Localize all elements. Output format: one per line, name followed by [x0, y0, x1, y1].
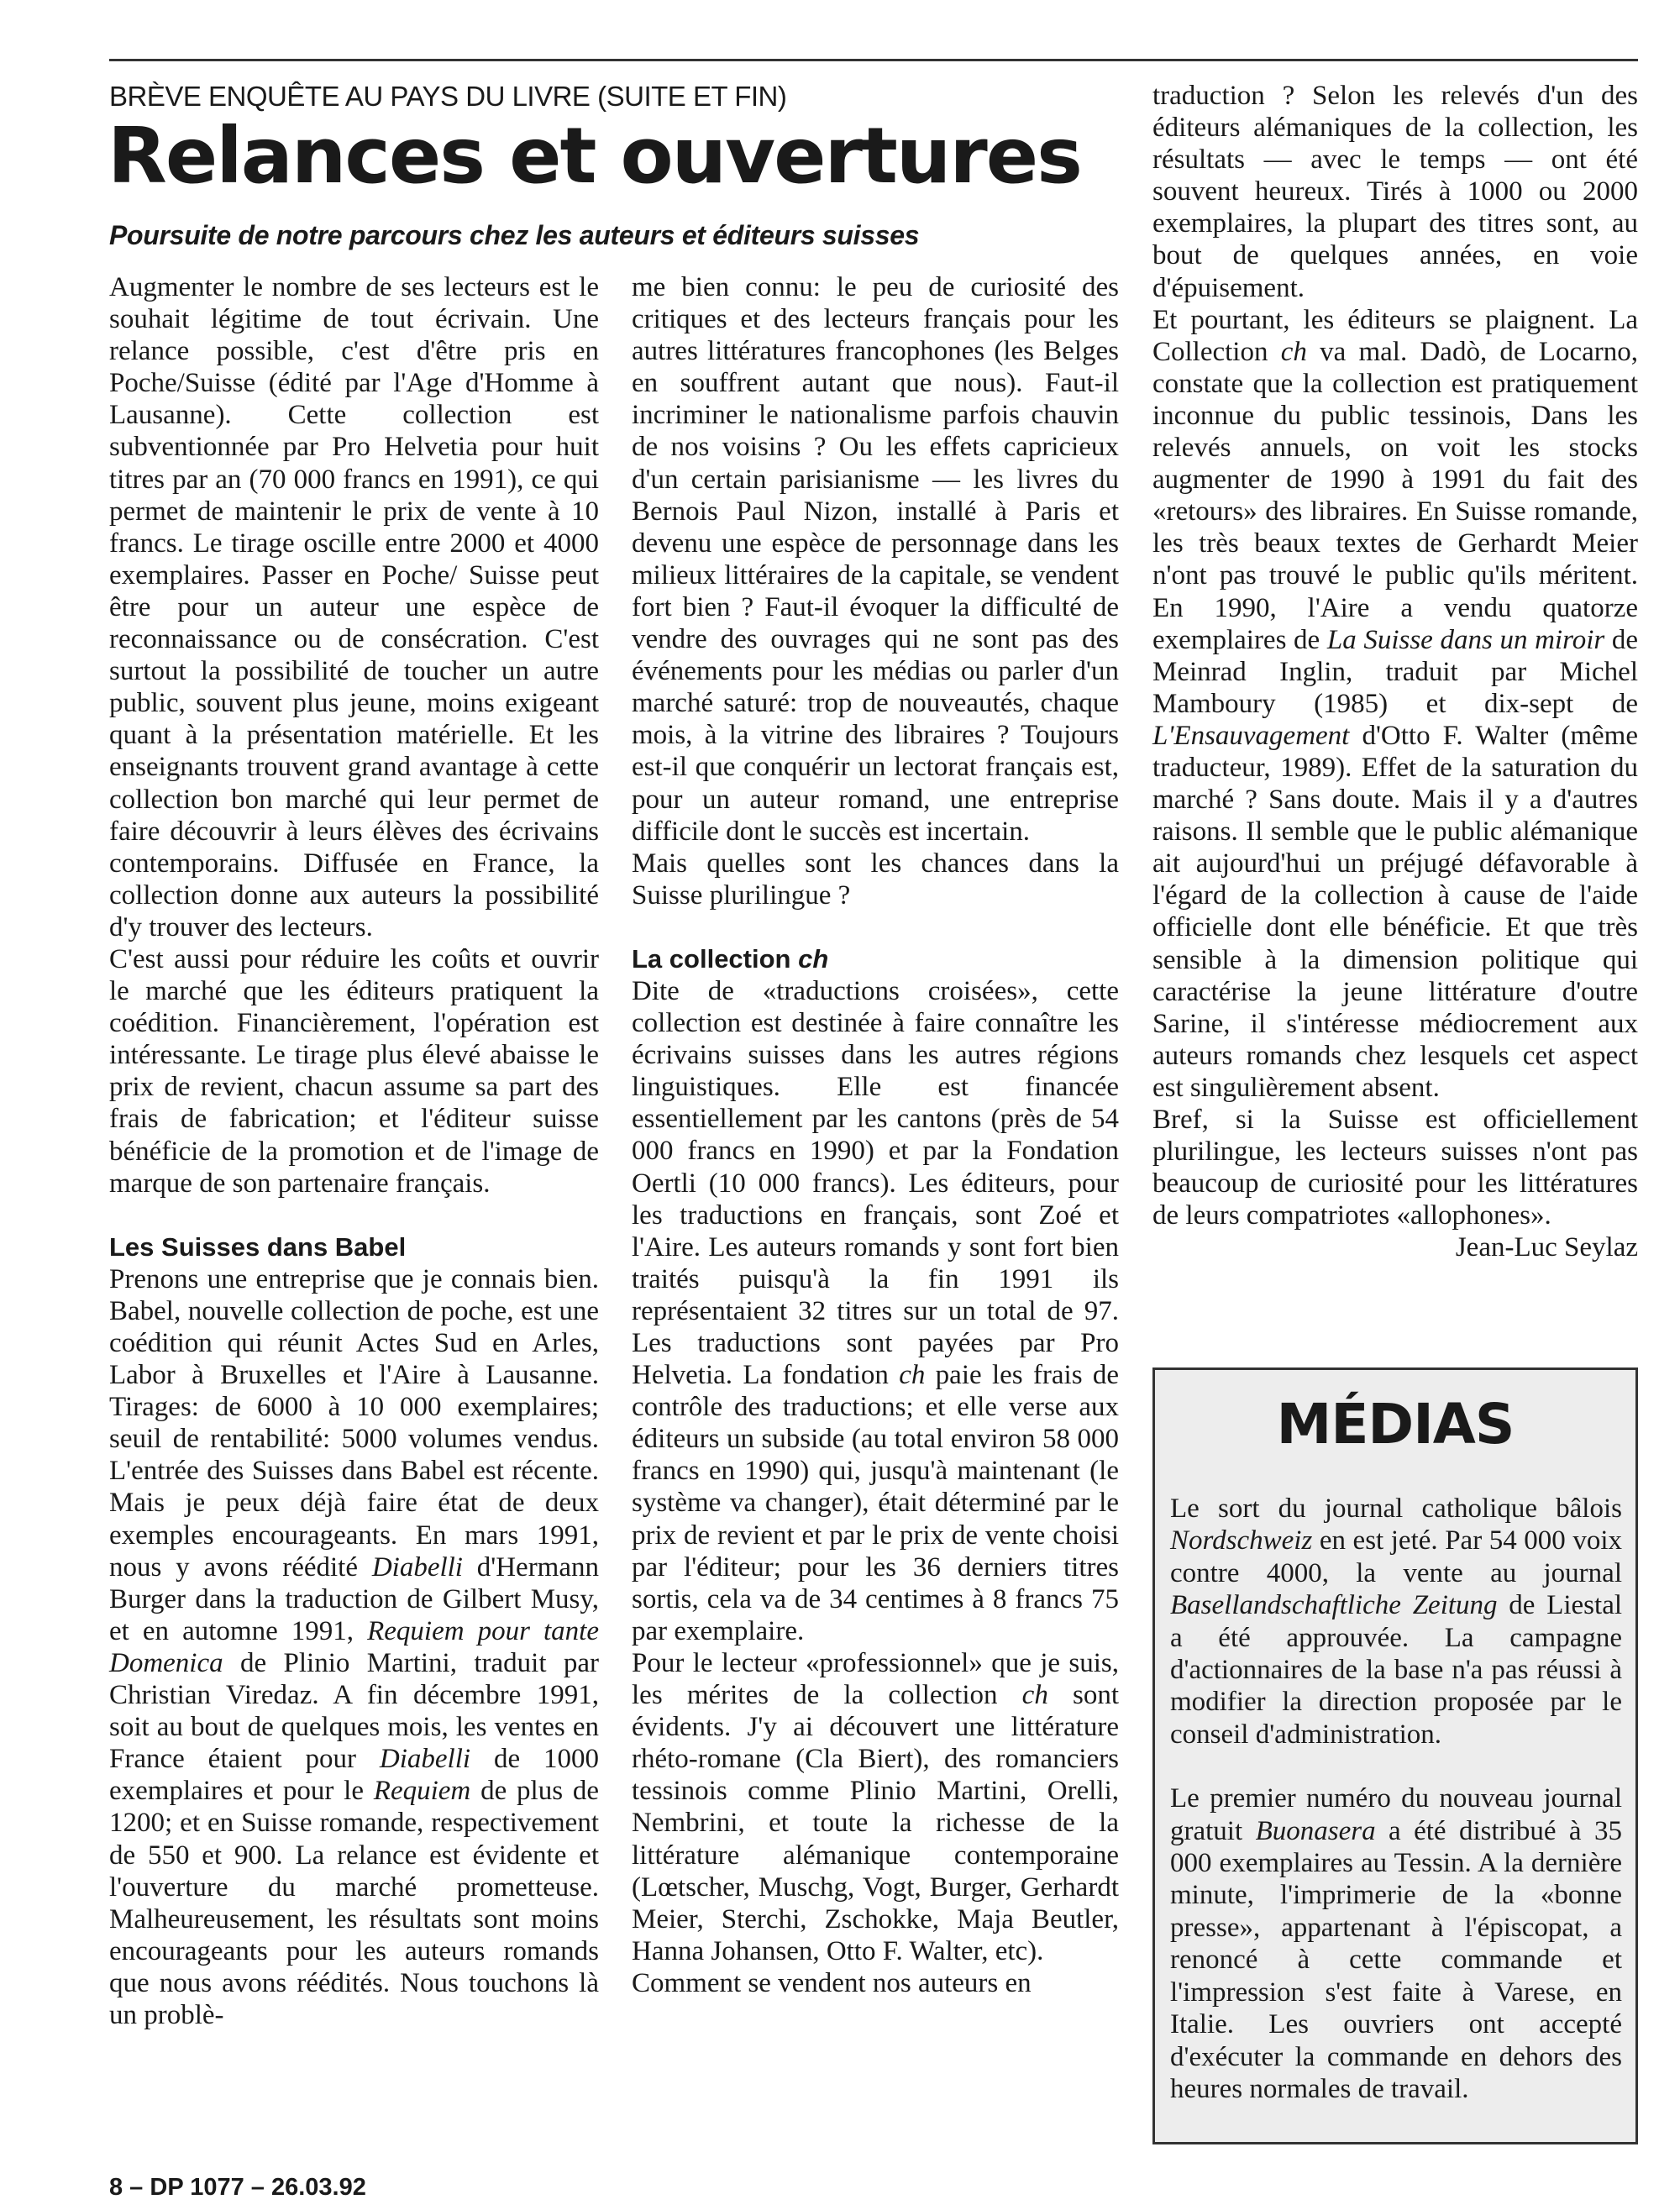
col1-paragraph-1: Augmenter le nombre de ses lecteurs est le souhait légitime de tout écrivain. Une relance possible, c'est d'être pris en Poche/Suisse (édité par l'Age d'Homme à Lausanne). Cette collection est subventionnée par Pro Helvetia pour huit titres par an (70 000 francs en 1991), ce qui permet de maintenir le prix de vente à 10 francs. Le tirage oscille entre 2000 et 4000 exemplaires. Passer en Poche/ Suisse peut être pour un auteur une espèce de reconnaissance ou de consécration. C'est surtout la possibilité de toucher un autre public, souvent plus jeune, moins exigeant quant à la présentation matérielle. Et les enseignants trouvent grand avantage à cette collection bon marché qui leur permet de faire découvrir à leurs élèves des écrivains contemporains. Diffusée en France, la collection donne aux auteurs la possibilité d'y trouver des lecteurs. [109, 272, 599, 942]
col1-paragraph-3: Prenons une entreprise que je connais bien. Babel, nouvelle collection de poche, est une coédition qui réunit Actes Sud en Arles, Labor à Bruxelles et l'Aire à Lausanne. Tirages: de 6000 à 10 000 exemplaires; seuil de rentabilité: 5000 volumes vendus. L'entrée des Suisses dans Babel est récente. Mais je peux déjà faire état de deux exemples encourageants. En mars 1991, nous y avons réédité Diabelli d'Hermann Burger dans la traduction de Gilbert Musy, et en automne 1991, Requiem pour tante Domenica de Plinio Martini, traduit par Christian Viredaz. A fin décembre 1991, soit au bout de quelques mois, les ventes en France étaient pour Diabelli de 1000 exemplaires et pour le Requiem de plus de 1200; et en Suisse romande, respectivement de 550 et 900. La relance est évidente et l'ouverture du marché prometteuse. Malheureusement, les résultats sont moins encourageants pour les auteurs romands que nous avons réédités. Nous touchons là un problè- [109, 1263, 599, 2030]
kicker: BRÈVE ENQUÊTE AU PAYS DU LIVRE (SUITE ET FIN) [109, 81, 787, 112]
col2-paragraph-1: me bien connu: le peu de curiosité des critiques et des lecteurs français pour les autres littératures francophones (les Belges en souffrent autant que nous). Faut-il incriminer le nationalisme parfois chauvin de nos voisins ? Ou les effets capricieux d'un certain parisianisme — les livres du Bernois Paul Nizon, installé à Paris et devenu une espèce de personnage dans les milieux littéraires de la capitale, se vendent fort bien ? Faut-il évoquer la difficulté de vendre des ouvrages qui ne sont pas des événements pour les médias ou parler d'un marché saturé: trop de nouveautés, chaque mois, à la vitrine des libraires ? Toujours est-il que conquérir un lectorat français est, pour un auteur romand, une entreprise difficile dont le succès est incertain. [632, 272, 1119, 847]
medias-body [1170, 1493, 1622, 2105]
author-signature: Jean-Luc Seylaz [1455, 1232, 1638, 1263]
column-3 [1152, 80, 1638, 1263]
col2-paragraph-2: Mais quelles sont les chances dans la Suisse plurilingue ? [632, 848, 1119, 911]
col2-paragraph-5: Comment se vendent nos auteurs en [632, 1967, 1032, 1998]
col2-paragraph-4: Pour le lecteur «professionnel» que je suis, les mérites de la collection ch sont évidents. J'y ai découvert une littérature rhéto-romane (Cla Biert), des romanciers tessinois comme Plinio Martini, Orelli, Nembrini, et toute la richesse de la littérature alémanique contemporaine (Lœtscher, Muschg, Vogt, Burger, Gerhardt Meier, Sterchi, Zschokke, Maja Beutler, Hanna Johansen, Otto F. Walter, etc). [632, 1647, 1119, 1966]
column-2 [632, 271, 1119, 1999]
col3-paragraph-1: traduction ? Selon les relevés d'un des éditeurs alémaniques de la collection, les résultats — avec le temps — ont été souvent heureux. Tirés à 1000 ou 2000 exemplaires, la plupart des titres sont, au bout de quelques années, en voie d'épuisement. [1152, 81, 1638, 303]
medias-title: MÉDIAS [1276, 1392, 1515, 1457]
subheadline: Poursuite de notre parcours chez les auteurs et éditeurs suisses [109, 220, 920, 250]
col2-paragraph-3: Dite de «traductions croisées», cette collection est destinée à faire connaître les écrivains suisses dans les autres régions linguistiques. Elle est financée essentiellement par les cantons (près de 54 000 francs en 1990) et par la Fondation Oertli (10 000 francs). Les éditeurs, pour les traductions en français, sont Zoé et l'Aire. Les auteurs romands y sont fort bien traités puisqu'à la fin 1991 ils représentaient 32 titres sur un total de 97. Les traductions sont payées par Pro Helvetia. La fondation ch paie les frais de contrôle des traductions; et elle verse aux éditeurs un subside (au total environ 58 000 francs en 1990) qui, jusqu'à maintenant (le système va changer), était déterminé par le prix de revient et par le prix de vente choisi par l'éditeur; pour les 36 derniers titres sortis, cela va de 34 centimes à 8 francs 75 par exemplaire. [632, 975, 1119, 1646]
col3-paragraph-2: Et pourtant, les éditeurs se plaignent. La Collection ch va mal. Dadò, de Locarno, constate que la collection est pratiquement inconnue du public tessinois, Dans les relevés annuels, on voit les stocks augmenter de 1990 à 1991 du fait des «retours» des libraires. En Suisse romande, les très beaux textes de Gerhardt Meier n'ont pas trouvé le public qu'ils méritent. En 1990, l'Aire a vendu quatorze exemplaires de La Suisse dans un miroir de Meinrad Inglin, traduit par Michel Mamboury (1985) et dix-sept de L'Ensauvagement d'Otto F. Walter (même traducteur, 1989). Effet de la saturation du marché ? Sans doute. Mais il y a d'autres raisons. Il semble que le public alémanique ait aujourd'hui un préjugé défavorable à l'égard de la collection à cause de l'aide officielle dont elle bénéficie. Et que très sensible à la dimension politique qui caractérise la jeune littérature d'outre Sarine, il s'intéresse médiocrement aux auteurs romands chez lesquels cet aspect est singulièrement absent. [1152, 304, 1638, 1103]
section-heading-collection-ch: La collection ch [632, 943, 829, 974]
headline: Relances et ouvertures [108, 111, 1081, 201]
medias-box [1152, 1367, 1638, 2144]
top-rule [109, 59, 1638, 61]
section-heading-babel: Les Suisses dans Babel [109, 1231, 407, 1262]
column-1 [109, 271, 599, 2031]
medias-paragraph-2: Le premier numéro du nouveau journal gratuit Buonasera a été distribué à 35 000 exemplaires au Tessin. A la dernière minute, l'imprimerie de la «bonne presse», appartenant à l'épiscopat, a renoncé à cette commande et l'impression s'est faite à Varese, en Italie. Les ouvriers ont accepté d'exécuter la commande en dehors des heures normales de travail. [1170, 1783, 1622, 2104]
page-footer: 8 – DP 1077 – 26.03.92 [109, 2174, 366, 2201]
col3-paragraph-3: Bref, si la Suisse est officiellement plurilingue, les lecteurs suisses n'ont pas beaucoup de curiosité pour les littératures de leurs compatriotes «allophones». [1152, 1105, 1638, 1231]
medias-paragraph-1: Le sort du journal catholique bâlois Nordschweiz en est jeté. Par 54 000 voix contre 4000, la vente au journal Basellandschaftliche Zeitung de Liestal a été approuvée. La campagne d'actionnaires de la base n'a pas réussi à modifier la direction proposée par le conseil d'administration. [1170, 1493, 1623, 1750]
col1-paragraph-2: C'est aussi pour réduire les coûts et ouvrir le marché que les éditeurs pratiquent la coédition. Financièrement, l'opération est intéressante. Le tirage plus élevé abaisse le prix de revient, chacun assume sa part des frais de fabrication; et l'éditeur suisse bénéficie de la promotion et de l'image de marque de son partenaire français. [109, 943, 599, 1199]
